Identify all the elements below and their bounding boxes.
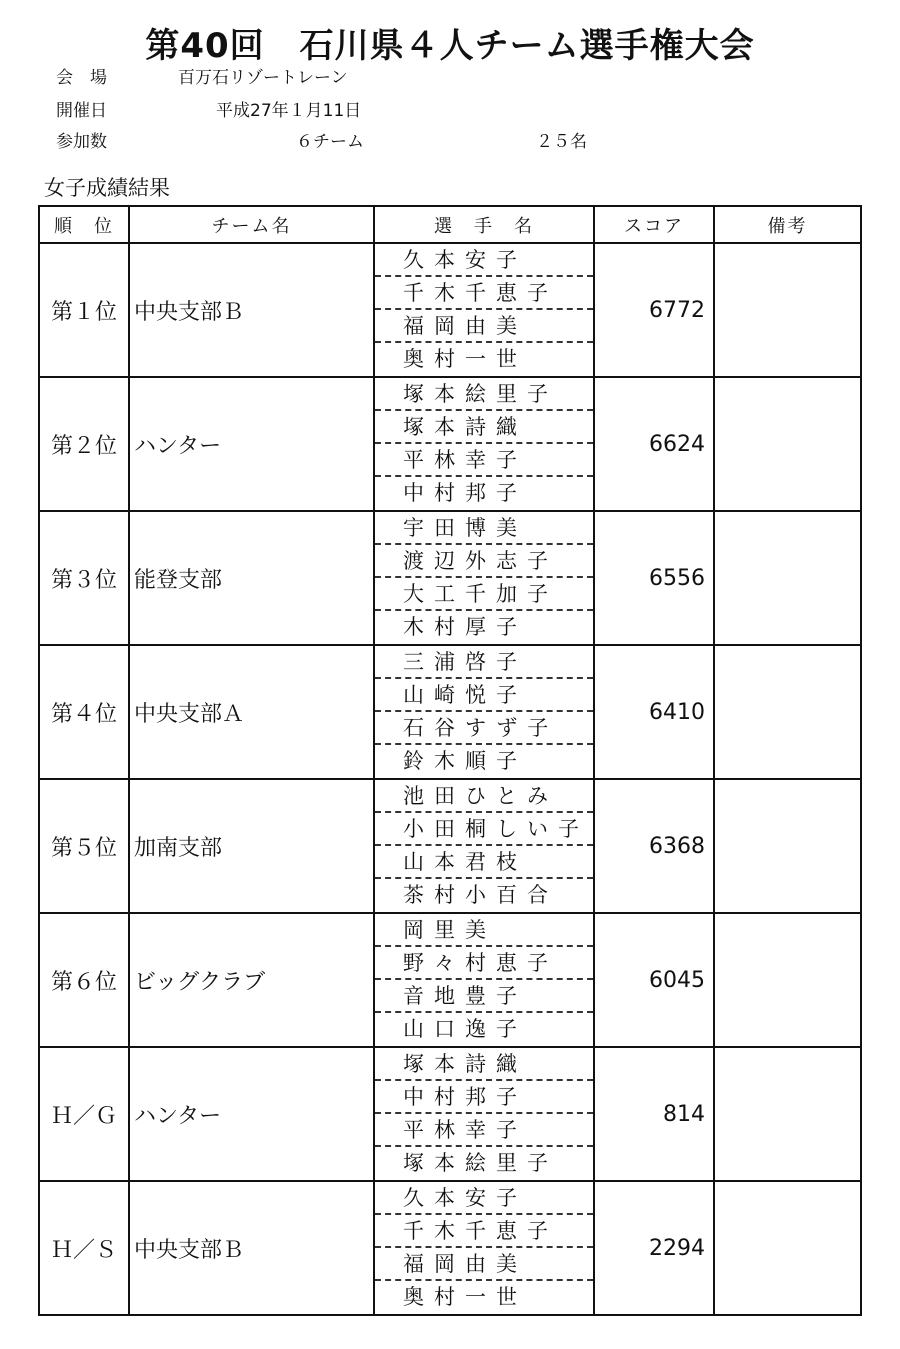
player-name: 池田ひとみ bbox=[375, 780, 593, 813]
team-cell: 加南支部 bbox=[129, 779, 374, 913]
score-cell: 814 bbox=[594, 1047, 714, 1181]
venue-row bbox=[56, 66, 348, 90]
player-name: 奥村一世 bbox=[403, 347, 527, 371]
player-name: 千木千恵子 bbox=[375, 1215, 593, 1248]
players-cell bbox=[374, 1047, 594, 1181]
player-name: 木村厚子 bbox=[403, 615, 527, 639]
notes-cell bbox=[714, 1181, 861, 1315]
player-name: 千木千恵子 bbox=[375, 277, 593, 310]
player-name: 宇田博美 bbox=[375, 512, 593, 545]
table-row bbox=[39, 1047, 861, 1181]
table-row bbox=[39, 243, 861, 377]
player-name: 福岡由美 bbox=[375, 1248, 593, 1281]
player-name: 鈴木順子 bbox=[403, 749, 527, 773]
rank-cell: 第３位 bbox=[39, 511, 129, 645]
score-cell: 6772 bbox=[594, 243, 714, 377]
rank-cell: 第１位 bbox=[39, 243, 129, 377]
notes-cell bbox=[714, 913, 861, 1047]
score-header: スコア bbox=[594, 206, 714, 243]
player-name: 塚本詩織 bbox=[375, 1048, 593, 1081]
player-name: 塚本絵里子 bbox=[375, 378, 593, 411]
notes-header: 備考 bbox=[714, 206, 861, 243]
player-name: 平林幸子 bbox=[375, 1114, 593, 1147]
players-cell bbox=[374, 645, 594, 779]
notes-cell bbox=[714, 511, 861, 645]
player-name: 山本君枝 bbox=[375, 846, 593, 879]
notes-cell bbox=[714, 1047, 861, 1181]
players-header: 選 手 名 bbox=[374, 206, 594, 243]
results-table bbox=[38, 205, 862, 1316]
date-row bbox=[56, 99, 362, 123]
players-cell bbox=[374, 511, 594, 645]
rank-cell: 第６位 bbox=[39, 913, 129, 1047]
player-name: 塚本詩織 bbox=[375, 411, 593, 444]
header-row bbox=[39, 206, 861, 243]
team-cell: 中央支部Ａ bbox=[129, 645, 374, 779]
player-name: 奥村一世 bbox=[403, 1285, 527, 1309]
notes-cell bbox=[714, 243, 861, 377]
table-row bbox=[39, 779, 861, 913]
team-cell: ハンター bbox=[129, 377, 374, 511]
player-name: 中村邦子 bbox=[403, 481, 527, 505]
table-row bbox=[39, 645, 861, 779]
venue-value: 百万石リゾートレーン bbox=[178, 68, 348, 88]
players-cell bbox=[374, 243, 594, 377]
score-cell: 6556 bbox=[594, 511, 714, 645]
rank-cell: Ｈ／Ｇ bbox=[39, 1047, 129, 1181]
players-cell bbox=[374, 779, 594, 913]
table-row bbox=[39, 1181, 861, 1315]
player-name: 野々村恵子 bbox=[375, 947, 593, 980]
players-cell bbox=[374, 913, 594, 1047]
notes-cell bbox=[714, 779, 861, 913]
section-title: 女子成績結果 bbox=[44, 176, 170, 200]
team-header: チーム名 bbox=[129, 206, 374, 243]
player-name: 三浦啓子 bbox=[375, 646, 593, 679]
table-row bbox=[39, 913, 861, 1047]
venue-label: 会 場 bbox=[56, 68, 107, 88]
player-name: 渡辺外志子 bbox=[375, 545, 593, 578]
player-name: 平林幸子 bbox=[375, 444, 593, 477]
notes-cell bbox=[714, 377, 861, 511]
team-cell: 中央支部Ｂ bbox=[129, 243, 374, 377]
player-name: 岡里美 bbox=[375, 914, 593, 947]
score-cell: 6624 bbox=[594, 377, 714, 511]
rank-cell: 第５位 bbox=[39, 779, 129, 913]
page-title: 第40回 石川県４人チーム選手権大会 bbox=[145, 26, 755, 66]
players-cell bbox=[374, 1181, 594, 1315]
player-name: 久本安子 bbox=[375, 1182, 593, 1215]
score-cell: 6368 bbox=[594, 779, 714, 913]
player-name: 茶村小百合 bbox=[403, 883, 558, 907]
player-name: 山口逸子 bbox=[403, 1017, 527, 1041]
rank-cell: Ｈ／Ｓ bbox=[39, 1181, 129, 1315]
player-name: 音地豊子 bbox=[375, 980, 593, 1013]
score-cell: 6045 bbox=[594, 913, 714, 1047]
team-cell: 能登支部 bbox=[129, 511, 374, 645]
score-cell: 6410 bbox=[594, 645, 714, 779]
date-label: 開催日 bbox=[56, 101, 107, 121]
rank-cell: 第４位 bbox=[39, 645, 129, 779]
table-row bbox=[39, 511, 861, 645]
rank-cell: 第２位 bbox=[39, 377, 129, 511]
player-name: 福岡由美 bbox=[375, 310, 593, 343]
participants-row bbox=[56, 130, 587, 154]
player-name: 山崎悦子 bbox=[375, 679, 593, 712]
player-name: 中村邦子 bbox=[375, 1081, 593, 1114]
team-cell: ビッグクラブ bbox=[129, 913, 374, 1047]
participants-label: 参加数 bbox=[56, 132, 107, 152]
team-cell: ハンター bbox=[129, 1047, 374, 1181]
players-cell bbox=[374, 377, 594, 511]
notes-cell bbox=[714, 645, 861, 779]
player-name: 石谷すず子 bbox=[375, 712, 593, 745]
date-value: 平成27年１月11日 bbox=[216, 101, 362, 121]
team-cell: 中央支部Ｂ bbox=[129, 1181, 374, 1315]
player-name: 大工千加子 bbox=[375, 578, 593, 611]
table-row bbox=[39, 377, 861, 511]
score-cell: 2294 bbox=[594, 1181, 714, 1315]
teams-count: ６チーム bbox=[296, 132, 364, 152]
player-name: 塚本絵里子 bbox=[403, 1151, 558, 1175]
rank-header: 順 位 bbox=[39, 206, 129, 243]
player-name: 久本安子 bbox=[375, 244, 593, 277]
persons-count: ２５名 bbox=[536, 132, 587, 152]
player-name: 小田桐しい子 bbox=[375, 813, 593, 846]
